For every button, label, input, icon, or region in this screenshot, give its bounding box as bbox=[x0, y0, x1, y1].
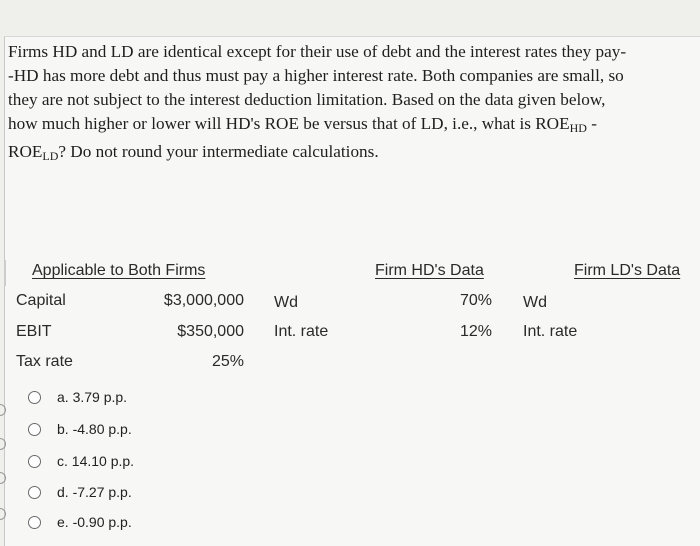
hd-wd-value: 70% bbox=[459, 292, 492, 309]
radio-button[interactable] bbox=[28, 391, 41, 404]
question-text-part: how much higher or lower will HD's ROE be versus that of LD, i.e., what is ROE bbox=[8, 114, 570, 133]
capital-value: $3,000,000 bbox=[163, 292, 244, 309]
tax-rate-value: 25% bbox=[211, 353, 244, 370]
option-e[interactable] bbox=[28, 512, 132, 532]
option-b[interactable] bbox=[28, 419, 132, 439]
question-line bbox=[8, 112, 698, 140]
option-label: b. -4.80 p.p. bbox=[57, 421, 132, 437]
radio-button[interactable] bbox=[28, 423, 41, 436]
tax-rate-label: Tax rate bbox=[16, 353, 73, 370]
header-both-firms: Applicable to Both Firms bbox=[32, 262, 206, 279]
option-label: d. -7.27 p.p. bbox=[57, 484, 132, 500]
hd-wd-label: Wd bbox=[274, 294, 298, 311]
subscript-ld: LD bbox=[42, 149, 59, 163]
question-text-part: ROE bbox=[8, 142, 43, 161]
radio-button[interactable] bbox=[28, 486, 41, 499]
question-text-part: - bbox=[586, 114, 597, 133]
option-d[interactable] bbox=[28, 482, 132, 502]
divider bbox=[4, 260, 6, 286]
question-line bbox=[8, 140, 698, 168]
option-a[interactable] bbox=[28, 387, 127, 407]
radio-button[interactable] bbox=[28, 455, 41, 468]
ld-rate-label: Int. rate bbox=[523, 323, 578, 340]
header-firm-hd: Firm HD's Data bbox=[375, 262, 484, 279]
ebit-label: EBIT bbox=[16, 323, 52, 340]
question-text bbox=[8, 40, 698, 168]
header-firm-ld: Firm LD's Data bbox=[574, 262, 681, 279]
option-label: e. -0.90 p.p. bbox=[57, 514, 132, 530]
capital-label: Capital bbox=[16, 292, 66, 309]
hd-rate-label: Int. rate bbox=[274, 323, 329, 340]
question-line: Firms HD and LD are identical except for their use of debt and the interest rates they pay- bbox=[8, 42, 627, 61]
ebit-value: $350,000 bbox=[177, 323, 244, 340]
subscript-hd: HD bbox=[569, 121, 587, 135]
radio-button[interactable] bbox=[28, 516, 41, 529]
hd-rate-value: 12% bbox=[459, 323, 492, 340]
question-line: -HD has more debt and thus must pay a higher interest rate. Both companies are small, so bbox=[8, 66, 624, 85]
option-label: a. 3.79 p.p. bbox=[57, 389, 128, 405]
question-text-part: ? Do not round your intermediate calculations. bbox=[58, 142, 379, 161]
question-line: they are not subject to the interest deduction limitation. Based on the data given below, bbox=[8, 90, 606, 109]
option-c[interactable] bbox=[28, 451, 134, 471]
ld-wd-label: Wd bbox=[523, 294, 547, 311]
option-label: c. 14.10 p.p. bbox=[57, 453, 135, 469]
